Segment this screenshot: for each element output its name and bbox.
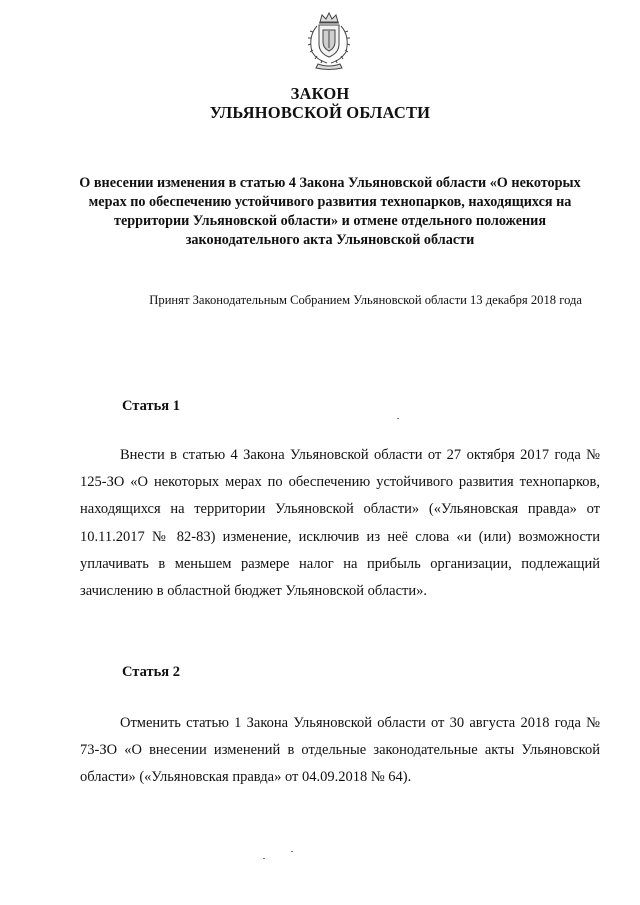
region-title: УЛЬЯНОВСКОЙ ОБЛАСТИ <box>209 103 431 122</box>
coat-of-arms-icon <box>298 10 360 72</box>
article-1-title: Статья 1 <box>122 398 180 414</box>
scan-speck <box>263 858 265 859</box>
article-2-text: Отменить статью 1 Закона Ульяновской области от 30 августа 2018 года № 73-ЗО «О внесении изменений в отдельные законодательные акты Ульяновской области» («Ульяновская правда» от 04.09.2018 № 64). <box>80 715 600 786</box>
scan-speck <box>291 851 293 852</box>
article-1-text: Внести в статью 4 Закона Ульяновской области от 27 октября 2017 года № 125-ЗО «О некоторых мерах по обеспечению устойчивого развития технопарков, находящихся на территории Ульяновской области» («Ульяновская правда» от 10.11.2017 № 82-83) изменение, исключив из неё слова «и (или) возможности уплачивать в меньшем размере налог на прибыль организации, подлежащий зачислению в областной бюджет Ульяновской области». <box>80 447 600 600</box>
law-title: ЗАКОН <box>290 84 350 103</box>
article-2-title: Статья 2 <box>122 664 180 680</box>
adoption-note: Принят Законодательным Собранием Ульяновской области 13 декабря 2018 года <box>149 293 582 307</box>
law-name: О внесении изменения в статью 4 Закона Ульяновской области «О некоторых мерах по обеспечению устойчивого развития технопарков, находящихся на территории Ульяновской области» и отмене отдельного положения законодательного акта Ульяновской области <box>79 175 581 248</box>
scan-speck <box>397 418 399 419</box>
